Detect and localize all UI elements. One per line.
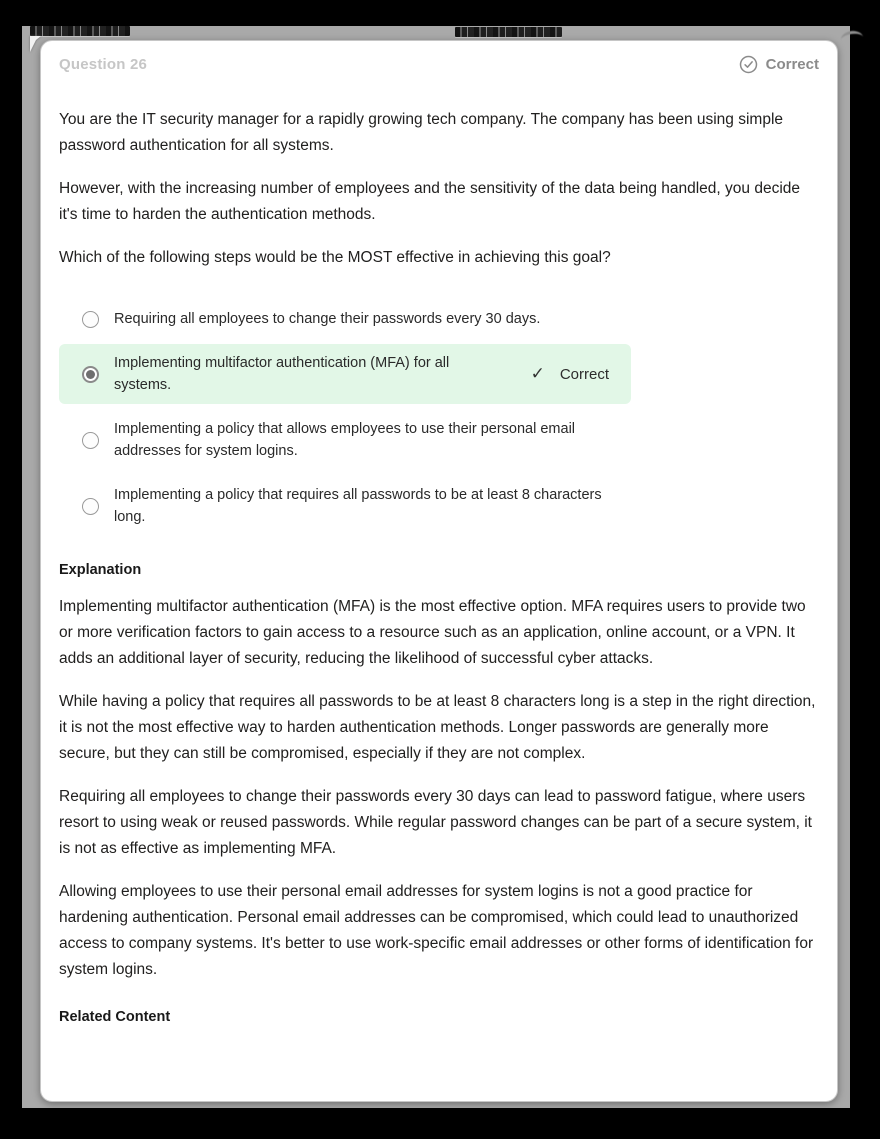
question-paragraph: However, with the increasing number of employees and the sensitivity of the data being handled, you decide it's time to harden the authentication methods.	[59, 180, 801, 223]
option-label: Requiring all employees to change their passwords every 30 days.	[114, 311, 541, 327]
question-paragraph: You are the IT security manager for a rapidly growing tech company. The company has been using simple password authentication for all systems.	[59, 111, 784, 154]
explanation-paragraph: While having a policy that requires all passwords to be at least 8 characters long is a step in the right direction, it is not the most effective way to harden authentication methods. Longer passwords are generally more secure, but they can still be compromised, especially if they are not complex.	[59, 693, 816, 762]
obscured-background-text-left	[30, 26, 130, 36]
answer-options	[59, 300, 819, 536]
obscured-background-text-middle	[455, 27, 562, 37]
status-label: Correct	[765, 56, 819, 73]
radio-button-unselected[interactable]	[82, 432, 99, 449]
radio-dot	[86, 370, 95, 379]
option-label: Implementing a policy that allows employees to use their personal email addresses for system logins.	[114, 421, 576, 459]
question-status-badge	[739, 55, 819, 74]
option-row-mfa-correct[interactable]	[59, 344, 631, 404]
correct-answer-badge	[531, 364, 621, 384]
radio-button-selected[interactable]	[82, 366, 99, 383]
check-icon: ✓	[530, 364, 545, 383]
check-circle-icon	[739, 55, 758, 74]
question-number-label: Question 26	[59, 56, 148, 73]
radio-button-unselected[interactable]	[82, 311, 99, 328]
option-row-8-characters[interactable]	[59, 476, 631, 536]
related-content-heading: Related Content	[59, 1009, 171, 1025]
explanation-heading: Explanation	[59, 562, 142, 578]
question-paragraph: Which of the following steps would be the MOST effective in achieving this goal?	[59, 249, 611, 266]
modal-header	[59, 55, 819, 74]
option-row-change-passwords-30-days[interactable]	[59, 300, 631, 338]
correct-badge-label: Correct	[559, 365, 609, 383]
explanation-paragraph: Allowing employees to use their personal email addresses for system logins is not a good practice for hardening authentication. Personal email addresses can be compromised, which could lead to unauthorized access to company systems. It's better to use work-specific email addresses or other forms of identification for system logins.	[59, 883, 814, 978]
option-label: Implementing a policy that requires all passwords to be at least 8 characters long.	[114, 487, 602, 525]
option-label: Implementing multifactor authentication (MFA) for all systems.	[114, 355, 450, 393]
option-row-personal-email[interactable]	[59, 410, 631, 470]
question-review-modal	[40, 40, 838, 1102]
explanation-paragraph: Implementing multifactor authentication (MFA) is the most effective option. MFA requires users to provide two or more verification factors to gain access to a resource such as an application, online account, or a VPN. It adds an additional layer of security, reducing the likelihood of successful cyber attacks.	[59, 598, 806, 667]
explanation-paragraph: Requiring all employees to change their passwords every 30 days can lead to password fatigue, where users resort to using weak or reused passwords. While regular password changes can be part of a secure system, it is not as effective as implementing MFA.	[59, 788, 812, 857]
radio-button-unselected[interactable]	[82, 498, 99, 515]
